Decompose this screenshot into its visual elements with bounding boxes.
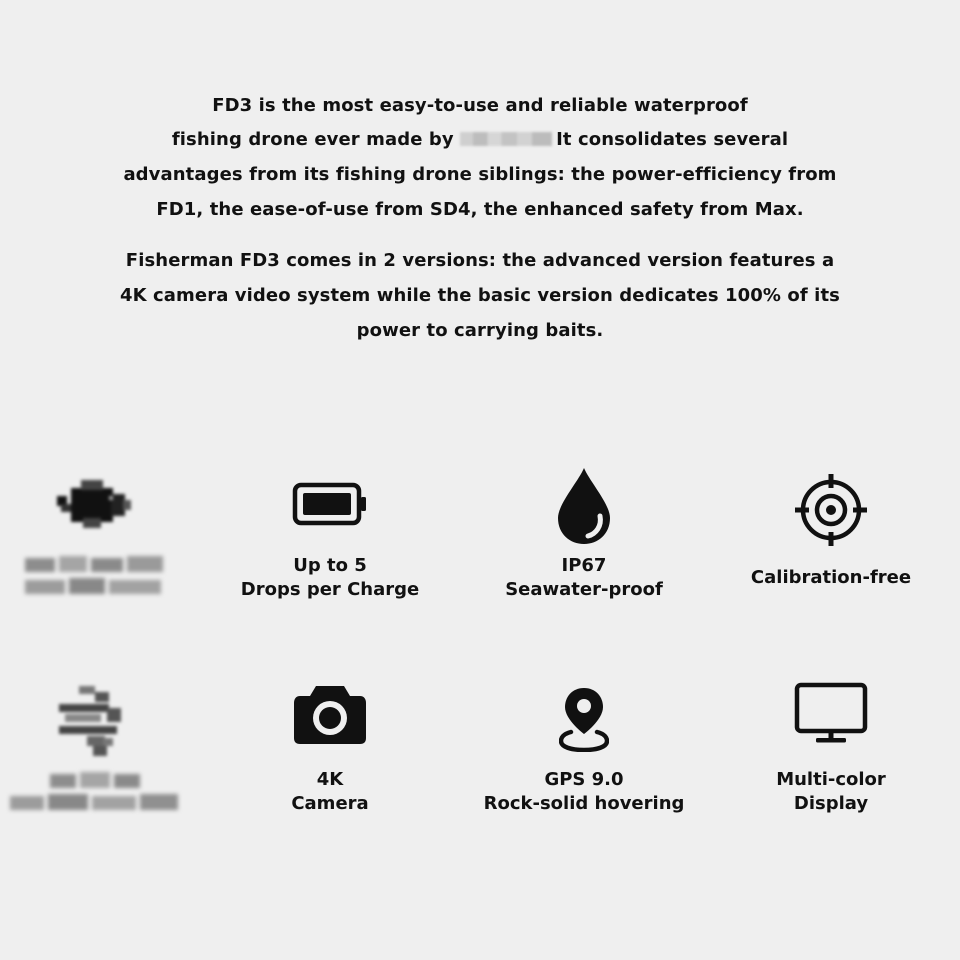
- feature-camera-label-line1: 4K: [316, 769, 344, 790]
- feature-display-label: [721, 768, 941, 816]
- feature-waterproof-label-line1: IP67: [561, 555, 607, 576]
- intro-text: [0, 90, 960, 348]
- intro-paragraph-2: [0, 243, 960, 348]
- feature-calibration-label-line1: Calibration-free: [750, 567, 912, 588]
- feature-waterproof-label-line2: Seawater-proof: [505, 579, 663, 600]
- camera-icon: [292, 682, 368, 750]
- feature-battery-label-line1: Up to 5: [293, 555, 367, 576]
- intro-p1-line2: [0, 122, 960, 157]
- feature-battery-label-line2: Drops per Charge: [240, 579, 420, 600]
- redacted-brand-name: [460, 132, 552, 146]
- feature-battery-label: [220, 554, 440, 602]
- intro-p1-line2-start: fishing drone ever made by: [171, 129, 454, 150]
- fish-icon: [53, 474, 137, 542]
- feature-gps-label-line1: GPS 9.0: [544, 769, 624, 790]
- intro-p1-line3: advantages from its fishing drone siblings: the power-efficiency from: [123, 164, 837, 185]
- location-pin-icon: [559, 686, 609, 756]
- monitor-icon: [794, 682, 868, 750]
- target-crosshair-icon: [793, 472, 869, 552]
- feature-camera-label: [220, 768, 440, 816]
- feature-calibration-label: [721, 566, 941, 590]
- battery-icon: [292, 482, 368, 532]
- water-drop-icon: [554, 466, 614, 550]
- wind-icon: [57, 680, 133, 764]
- feature-camera-label-line2: Camera: [291, 793, 369, 814]
- intro-p2-line3: power to carrying baits.: [356, 320, 604, 341]
- intro-p1-line1: FD3 is the most easy-to-use and reliable waterproof: [212, 95, 748, 116]
- intro-paragraph-1: [0, 90, 960, 227]
- intro-p1-line2-end: It consolidates several: [556, 129, 789, 150]
- intro-p1-line4: FD1, the ease-of-use from SD4, the enhanced safety from Max.: [156, 199, 804, 220]
- intro-p2-line1: Fisherman FD3 comes in 2 versions: the advanced version features a: [125, 250, 835, 271]
- feature-waterproof-label: [474, 554, 694, 602]
- feature-gps-label-line2: Rock-solid hovering: [483, 793, 685, 814]
- feature-display-label-line2: Display: [793, 793, 869, 814]
- intro-p2-line2: 4K camera video system while the basic version dedicates 100% of its: [120, 285, 840, 306]
- feature-gps-label: [474, 768, 694, 816]
- feature-display-label-line1: Multi-color: [776, 769, 886, 790]
